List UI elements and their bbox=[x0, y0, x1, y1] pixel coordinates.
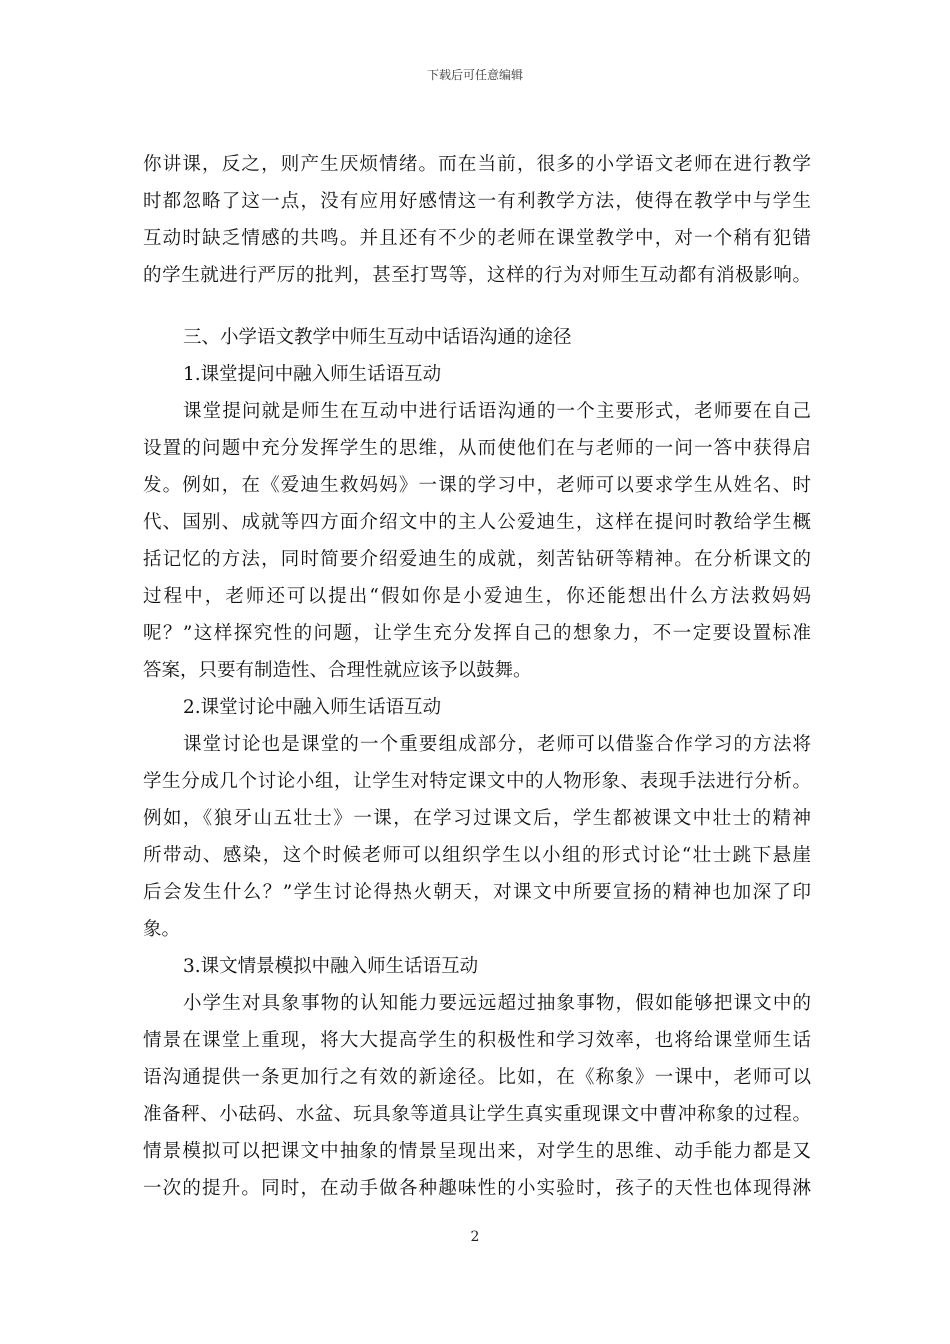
text-line: 互动时缺乏情感的共鸣。并且还有不少的老师在课堂教学中，对一个稍有犯错 bbox=[143, 228, 811, 249]
text-line: 一次的提升。同时，在动手做各种趣味性的小实验时，孩子的天性也体现得淋 bbox=[143, 1178, 811, 1199]
text-line: 答案，只要有制造性、合理性就应该予以鼓舞。 bbox=[143, 660, 532, 681]
text-line: 所带动、感染，这个时候老师可以组织学生以小组的形式讨论“壮士跳下悬崖 bbox=[143, 845, 811, 866]
text-line: 的学生就进行严厉的批判，甚至打骂等，这样的行为对师生互动都有消极影响。 bbox=[143, 265, 811, 286]
text-line: 课堂提问就是师生在互动中进行话语沟通的一个主要形式，老师要在自己 bbox=[183, 401, 811, 422]
subsection-heading: 2.课堂讨论中融入师生话语互动 bbox=[183, 697, 442, 718]
text-line: 情景模拟可以把课文中抽象的情景呈现出来，对学生的思维、动手能力都是又 bbox=[143, 1141, 811, 1162]
section-heading: 三、小学语文教学中师生互动中话语沟通的途径 bbox=[183, 327, 572, 348]
text-line: 后会发生什么？”学生讨论得热火朝天，对课文中所要宣扬的精神也加深了印 bbox=[143, 882, 811, 903]
text-line: 代、国别、成就等四方面介绍文中的主人公爱迪生，这样在提问时教给学生概 bbox=[143, 512, 811, 533]
text-line: 课堂讨论也是课堂的一个重要组成部分，老师可以借鉴合作学习的方法将 bbox=[183, 734, 811, 755]
text-line: 小学生对具象事物的认知能力要远远超过抽象事物，假如能够把课文中的 bbox=[183, 993, 811, 1014]
text-line: 呢？”这样探究性的问题，让学生充分发挥自己的想象力，不一定要设置标准 bbox=[143, 623, 811, 644]
subsection-heading: 1.课堂提问中融入师生话语互动 bbox=[183, 364, 442, 385]
text-line: 时都忽略了这一点，没有应用好感情这一有利教学方法，使得在教学中与学生 bbox=[143, 191, 811, 212]
text-line: 象。 bbox=[143, 919, 181, 940]
text-line: 例如，《狼牙山五壮士》一课，在学习过课文后，学生都被课文中壮士的精神 bbox=[143, 808, 811, 829]
text-line: 你讲课，反之，则产生厌烦情绪。而在当前，很多的小学语文老师在进行教学 bbox=[143, 154, 811, 175]
text-line: 发。例如，在《爱迪生救妈妈》一课的学习中，老师可以要求学生从姓名、时 bbox=[143, 475, 811, 496]
document-body bbox=[143, 146, 811, 1207]
section-gap bbox=[143, 294, 811, 319]
subsection-heading: 3.课文情景模拟中融入师生话语互动 bbox=[183, 956, 479, 977]
text-line: 语沟通提供一条更加行之有效的新途径。比如，在《称象》一课中，老师可以 bbox=[143, 1067, 811, 1088]
page-number: 2 bbox=[470, 1229, 480, 1245]
text-line: 学生分成几个讨论小组，让学生对特定课文中的人物形象、表现手法进行分析。 bbox=[143, 771, 811, 792]
text-line: 过程中，老师还可以提出“假如你是小爱迪生，你还能想出什么方法救妈妈 bbox=[143, 586, 811, 607]
text-line: 括记忆的方法，同时简要介绍爱迪生的成就，刻苦钻研等精神。在分析课文的 bbox=[143, 549, 811, 570]
page-header: 下载后可任意编辑 bbox=[426, 68, 523, 82]
text-line: 情景在课堂上重现，将大大提高学生的积极性和学习效率，也将给课堂师生话 bbox=[143, 1030, 811, 1051]
text-line: 设置的问题中充分发挥学生的思维，从而使他们在与老师的一问一答中获得启 bbox=[143, 438, 811, 459]
text-line: 准备秤、小砝码、水盆、玩具象等道具让学生真实重现课文中曹冲称象的过程。 bbox=[143, 1104, 811, 1125]
